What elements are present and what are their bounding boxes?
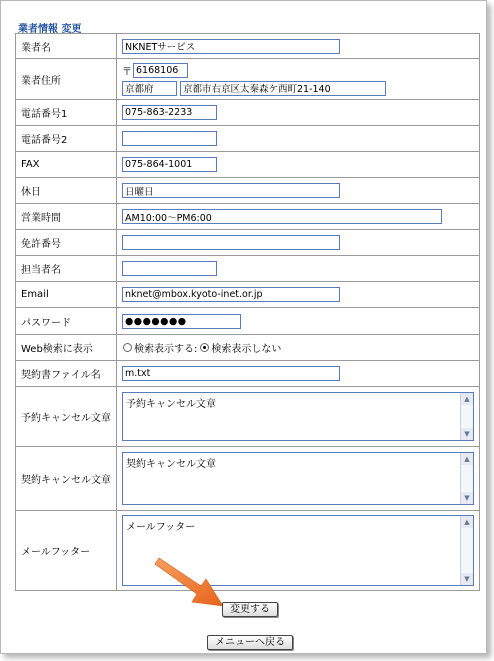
vendor-form-table [15, 33, 480, 591]
contract-cancel-label: 契約キャンセル文章 [16, 447, 117, 511]
scroll-down-icon[interactable]: ▼ [461, 428, 473, 440]
row-reservation-cancel [16, 387, 480, 447]
row-contact-person [16, 256, 480, 282]
radio-show-in-search[interactable] [123, 343, 132, 352]
radio-hide-label: 検索表示しない [211, 344, 282, 355]
reservation-cancel-textarea[interactable] [122, 392, 474, 441]
back-to-menu-button[interactable]: メニューへ戻る [207, 635, 293, 650]
password-label: パスワード [16, 308, 117, 335]
fax-label: FAX [16, 152, 117, 178]
reservation-cancel-scrollbar[interactable] [460, 393, 473, 440]
phone2-input[interactable] [122, 131, 217, 146]
fax-input[interactable] [122, 157, 217, 172]
contract-cancel-textarea[interactable] [122, 452, 474, 505]
scroll-up-icon[interactable]: ▲ [461, 393, 473, 405]
scroll-down-icon[interactable]: ▼ [461, 573, 473, 585]
contact-person-label: 担当者名 [16, 256, 117, 282]
phone1-label: 電話番号1 [16, 100, 117, 126]
row-password [16, 308, 480, 335]
row-phone2 [16, 126, 480, 152]
radio-hide-from-search[interactable] [200, 343, 209, 352]
holiday-input[interactable] [122, 183, 340, 198]
contract-cancel-scrollbar[interactable] [460, 453, 473, 504]
row-web-search [16, 335, 480, 361]
row-email [16, 282, 480, 308]
row-license [16, 230, 480, 256]
scroll-up-icon[interactable]: ▲ [461, 453, 473, 465]
mail-footer-scrollbar[interactable] [460, 516, 473, 585]
phone1-input[interactable] [122, 105, 217, 120]
row-phone1 [16, 100, 480, 126]
postal-code-input[interactable] [133, 63, 188, 78]
contract-file-input[interactable] [122, 366, 340, 381]
orange-arrow-icon [149, 556, 229, 612]
company-name-label: 業者名 [16, 34, 117, 59]
row-company-name [16, 34, 480, 59]
business-hours-input[interactable] [122, 209, 442, 224]
submit-change-button[interactable]: 変更する [222, 602, 278, 617]
scroll-down-icon[interactable]: ▼ [461, 492, 473, 504]
radio-show-label: 検索表示する: [134, 344, 198, 355]
contact-person-input[interactable] [122, 261, 217, 276]
row-contract-cancel [16, 447, 480, 511]
password-input[interactable] [122, 314, 241, 329]
postal-mark: 〒 [122, 66, 132, 78]
section-title: 業者情報 変更 [18, 24, 82, 35]
license-label: 免許番号 [16, 230, 117, 256]
row-fax [16, 152, 480, 178]
address-label: 業者住所 [16, 59, 117, 100]
phone2-label: 電話番号2 [16, 126, 117, 152]
web-search-radio-group [122, 340, 479, 355]
row-business-hours [16, 204, 480, 230]
email-label: Email [16, 282, 117, 308]
row-holiday [16, 178, 480, 204]
row-address [16, 59, 480, 100]
contract-cancel-text: 契約キャンセル文章 [126, 459, 216, 470]
mail-footer-text: メールフッター [126, 522, 196, 533]
license-number-input[interactable] [122, 235, 340, 250]
row-contract-file [16, 361, 480, 387]
contract-file-label: 契約書ファイル名 [16, 361, 117, 387]
reservation-cancel-label: 予約キャンセル文章 [16, 387, 117, 447]
web-search-label: Web検索に表示 [16, 335, 117, 361]
company-name-input[interactable] [122, 39, 340, 54]
mail-footer-label: メールフッター [16, 511, 117, 591]
row-mail-footer [16, 511, 480, 591]
scroll-up-icon[interactable]: ▲ [461, 516, 473, 528]
prefecture-input[interactable] [122, 81, 177, 96]
reservation-cancel-text: 予約キャンセル文章 [126, 399, 216, 410]
business-hours-label: 営業時間 [16, 204, 117, 230]
email-input[interactable] [122, 287, 340, 302]
holiday-label: 休日 [16, 178, 117, 204]
street-address-input[interactable] [180, 81, 386, 96]
